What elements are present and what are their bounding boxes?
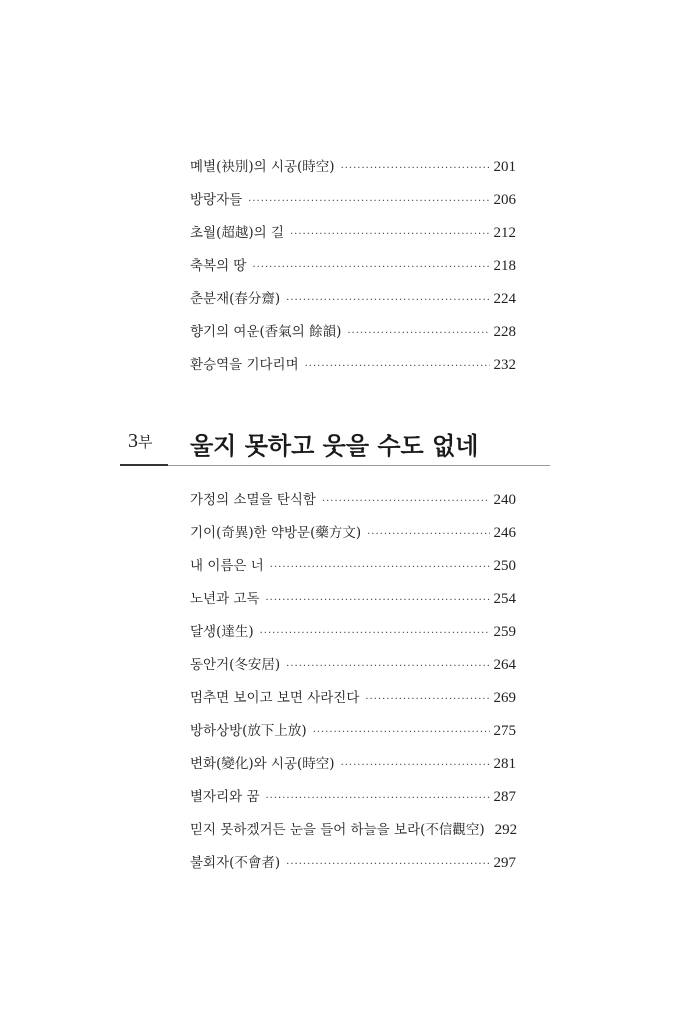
- toc-entry-title: 몌별(袂別)의 시공(時空): [190, 159, 335, 175]
- toc-entry: [190, 785, 516, 818]
- part-rule-thick: [120, 464, 168, 466]
- toc-leader-dots: [290, 229, 490, 240]
- toc-entry: [190, 653, 516, 686]
- toc-entry-title: 동안거(冬安居): [190, 657, 281, 673]
- toc-list-top: [190, 155, 516, 386]
- toc-entry-page: 254: [493, 591, 516, 607]
- toc-leader-dots: [270, 562, 490, 573]
- part-title: 울지 못하고 웃을 수도 없네: [190, 432, 479, 460]
- toc-entry-title: 별자리와 꿈: [190, 789, 260, 805]
- toc-entry-title: 가정의 소멸을 탄식함: [190, 492, 316, 508]
- toc-entry: [190, 353, 516, 386]
- part-number: [128, 430, 153, 453]
- toc-entry-title: 초월(超越)의 길: [190, 225, 284, 241]
- toc-entry: [190, 221, 516, 254]
- toc-entry-title: 믿지 못하겠거든 눈을 들어 하늘을 보라(不信觀空): [190, 822, 485, 838]
- toc-entry-title: 방랑자들: [190, 192, 243, 208]
- part-number-suffix: 부: [138, 433, 153, 451]
- toc-entry-page: 206: [493, 192, 516, 208]
- toc-entry-page: 240: [493, 492, 516, 508]
- toc-leader-dots: [266, 793, 490, 804]
- toc-entry-title: 축복의 땅: [190, 258, 247, 274]
- toc-leader-dots: [347, 328, 489, 339]
- toc-entry: [190, 287, 516, 320]
- toc-leader-dots: [248, 196, 489, 207]
- toc-entry: [190, 155, 516, 188]
- toc-entry-page: 281: [493, 756, 516, 772]
- toc-leader-dots: [286, 859, 489, 870]
- toc-entry-title: 변화(變化)와 시공(時空): [190, 756, 335, 772]
- toc-entry-title: 멈추면 보이고 보면 사라진다: [190, 690, 360, 706]
- toc-entry-page: 264: [493, 657, 516, 673]
- toc-leader-dots: [365, 694, 489, 705]
- toc-leader-dots: [313, 727, 490, 738]
- toc-entry-page: 269: [493, 690, 516, 706]
- toc-entry: [190, 686, 516, 719]
- toc-entry-page: 275: [493, 723, 516, 739]
- toc-entry: [190, 320, 516, 353]
- toc-entry: [190, 254, 516, 287]
- toc-entry-page: 218: [493, 258, 516, 274]
- toc-entry: [190, 488, 516, 521]
- toc-entry-page: 292: [494, 822, 518, 838]
- part-rule-thin: [168, 465, 550, 466]
- toc-leader-dots: [305, 361, 490, 372]
- toc-entry: [190, 719, 516, 752]
- toc-entry-page: 287: [493, 789, 516, 805]
- toc-entry-title: 춘분재(春分齋): [190, 291, 281, 307]
- toc-entry: [190, 752, 516, 785]
- toc-entry-page: 259: [493, 624, 516, 640]
- toc-entry: [190, 554, 516, 587]
- toc-entry-title: 노년과 고독: [190, 591, 260, 607]
- toc-entry: [190, 818, 516, 851]
- toc-entry-title: 기이(奇異)한 약방문(藥方文): [190, 525, 362, 541]
- toc-entry-page: 224: [493, 291, 516, 307]
- toc-entry: [190, 587, 516, 620]
- toc-entry: [190, 620, 516, 653]
- toc-entry-title: 환승역을 기다리며: [190, 357, 299, 373]
- toc-entry-title: 불회자(不會者): [190, 855, 281, 871]
- toc-entry-title: 향기의 여운(香氣의 餘韻): [190, 324, 342, 340]
- toc-list-bottom: [190, 488, 516, 884]
- toc-entry-page: 212: [493, 225, 516, 241]
- toc-entry: [190, 851, 516, 884]
- toc-entry-title: 방하상방(放下上放): [190, 723, 307, 739]
- toc-entry-title: 내 이름은 너: [190, 558, 264, 574]
- toc-entry-page: 232: [493, 357, 516, 373]
- toc-entry-page: 246: [493, 525, 516, 541]
- toc-leader-dots: [341, 760, 490, 771]
- toc-entry-page: 250: [493, 558, 516, 574]
- toc-entry-page: 297: [493, 855, 516, 871]
- toc-entry: [190, 188, 516, 221]
- toc-entry-page: 228: [493, 324, 516, 340]
- part-number-digit: 3: [128, 430, 138, 452]
- toc-leader-dots: [341, 163, 490, 174]
- toc-leader-dots: [367, 529, 489, 540]
- toc-leader-dots: [260, 628, 490, 639]
- part-heading: [120, 420, 550, 465]
- toc-entry-title: 달생(達生): [190, 624, 254, 640]
- toc-leader-dots: [286, 295, 489, 306]
- toc-leader-dots: [266, 595, 490, 606]
- toc-leader-dots: [322, 496, 490, 507]
- toc-leader-dots: [252, 262, 489, 273]
- toc-entry: [190, 521, 516, 554]
- toc-entry-page: 201: [493, 159, 516, 175]
- toc-leader-dots: [286, 661, 489, 672]
